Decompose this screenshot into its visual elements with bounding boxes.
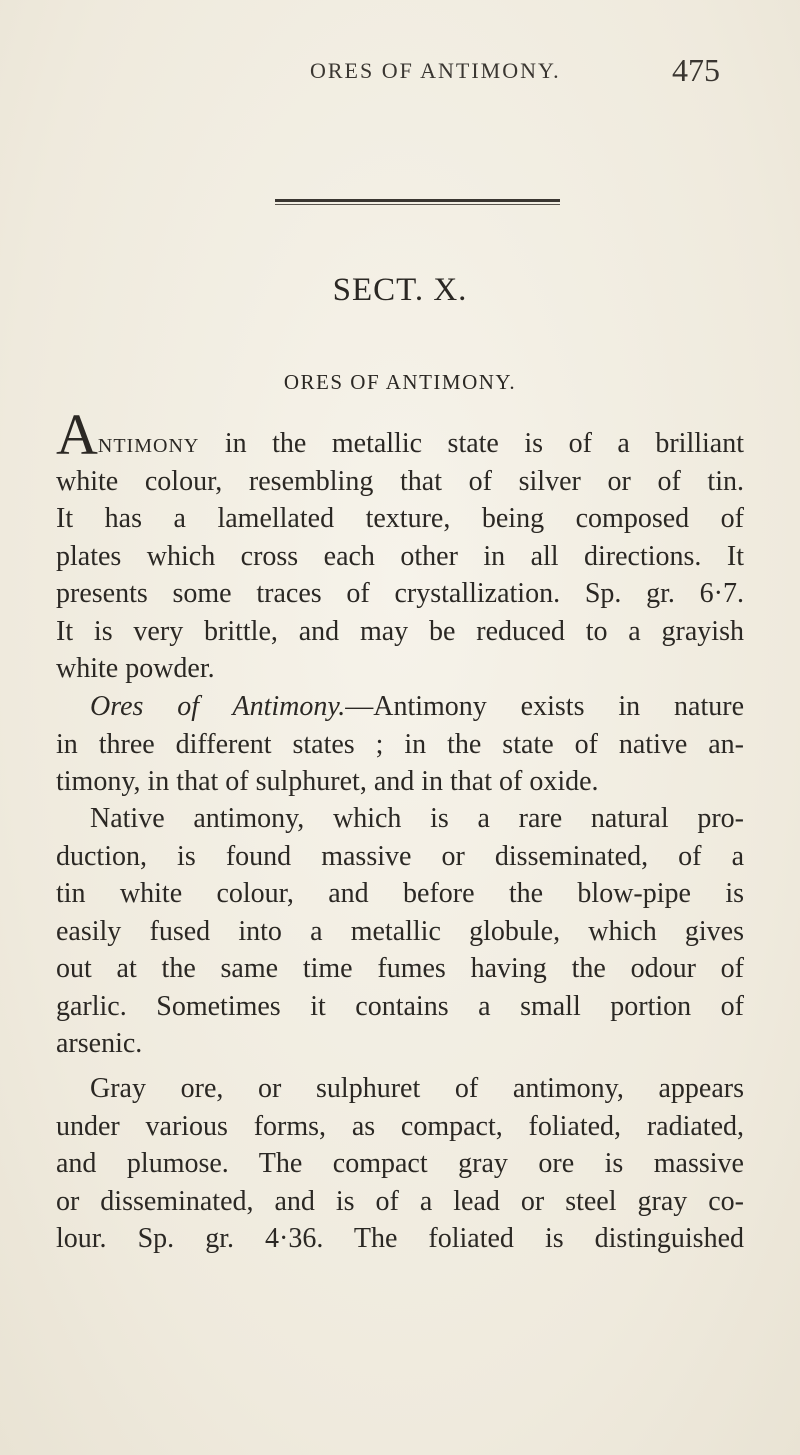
header-rule-thin bbox=[275, 204, 560, 205]
text-line: easily fused into a metallic globule, which gives bbox=[56, 915, 744, 947]
drop-cap: A bbox=[56, 402, 98, 467]
text-line: white powder. bbox=[56, 653, 215, 684]
running-head: ORES OF ANTIMONY. bbox=[310, 58, 561, 83]
text-line: Gray ore, or sulphuret of antimony, appears bbox=[90, 1073, 744, 1104]
text-line: plates which cross each other in all directions. It bbox=[56, 540, 744, 572]
text-line: It is very brittle, and may be reduced to a grayish bbox=[56, 615, 744, 647]
text-line: out at the same time fumes having the odour of bbox=[56, 953, 744, 984]
paragraph-2 bbox=[56, 688, 744, 801]
subheading: Ores of Antimony. bbox=[90, 691, 346, 722]
text-line: under various forms, as compact, foliated, radiated, bbox=[56, 1110, 744, 1142]
text-line: garlic. Sometimes it contains a small portion of bbox=[56, 990, 744, 1022]
paragraph-3 bbox=[56, 800, 744, 1063]
text-line: arsenic. bbox=[56, 1028, 143, 1059]
text-line: Ores of Antimony.—Antimony exists in nature bbox=[90, 691, 744, 722]
text-line: or disseminated, and is of a lead or steel gray co- bbox=[56, 1185, 744, 1217]
text-line: tin white colour, and before the blow-pipe is bbox=[56, 878, 744, 909]
paragraph-4 bbox=[56, 1070, 744, 1258]
text-line: Antimony in the metallic state is of a brilliant bbox=[56, 402, 744, 467]
section-number: SECT. X. bbox=[332, 272, 468, 308]
text-line: white colour, resembling that of silver or of tin. bbox=[56, 465, 744, 497]
section-title: ORES OF ANTIMONY. bbox=[283, 370, 517, 394]
text-line: presents some traces of crystallization. Sp. gr. 6·7. bbox=[56, 578, 744, 609]
paragraph-1 bbox=[56, 402, 744, 688]
text-line: It has a lamellated texture, being composed of bbox=[56, 503, 744, 534]
text-line: and plumose. The compact gray ore is massive bbox=[56, 1148, 744, 1179]
page-number: 475 bbox=[672, 52, 720, 88]
text-line: lour. Sp. gr. 4·36. The foliated is distinguished bbox=[56, 1223, 744, 1254]
header-rule bbox=[275, 199, 560, 202]
text-line: duction, is found massive or disseminated, of a bbox=[56, 840, 744, 872]
text-line: timony, in that of sulphuret, and in that of oxide. bbox=[56, 766, 599, 797]
text-line: in three different states ; in the state of native an- bbox=[56, 728, 744, 760]
text-line: Native antimony, which is a rare natural pro- bbox=[90, 803, 744, 834]
